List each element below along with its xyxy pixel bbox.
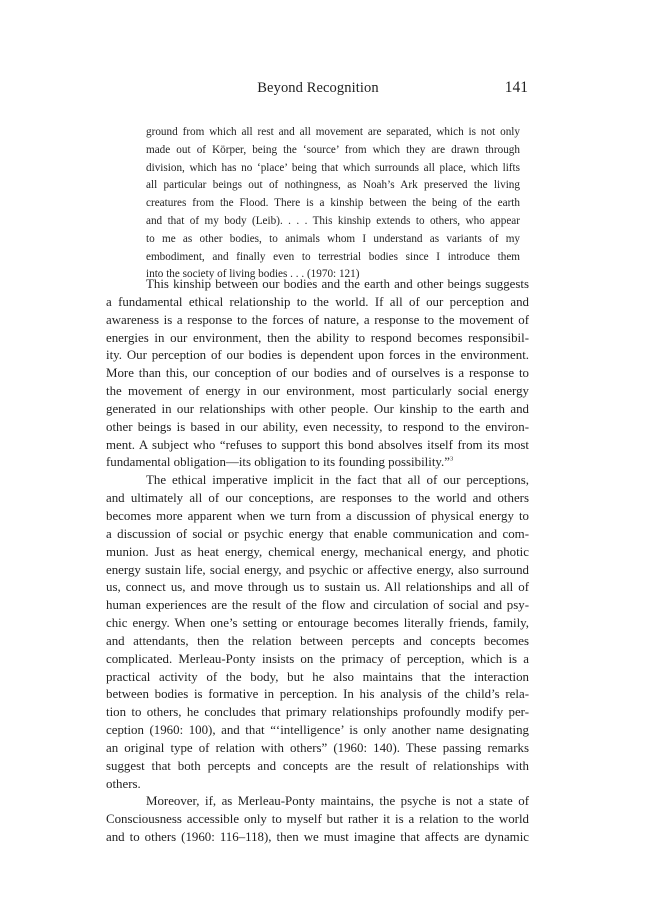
paragraph-line: suggest that both percepts and concepts are the result of relationships with xyxy=(106,758,529,773)
page-number: 141 xyxy=(504,79,528,96)
quote-line: creatures from the Flood. There is a kinship between the being of the earth xyxy=(146,197,520,210)
paragraph-line: ity. Our perception of our bodies is dependent upon forces in the environment. xyxy=(106,348,529,363)
quote-line: to me as other bodies, to animals whom I understand as variants of my xyxy=(146,232,520,245)
quote-line: embodiment, and finally even to terrestrial bodies since I introduce them xyxy=(146,250,520,263)
paragraph-line: practical activity of the body, but he also maintains that the interaction xyxy=(106,669,529,684)
quote-line: into the society of living bodies . . . (1970: 121) xyxy=(146,268,360,281)
paragraph-line: ment. A subject who “refuses to support this bond absolves itself from its most xyxy=(106,437,529,452)
paragraph-line: More than this, our conception of our bodies and of ourselves is a response to xyxy=(106,366,529,381)
paragraph-line: complicated. Merleau-Ponty insists on the primacy of perception, which is a xyxy=(106,651,529,666)
paragraph-line: munion. Just as heat energy, chemical energy, mechanical energy, and photic xyxy=(106,544,529,559)
paragraph-line: tion to others, he concludes that primary relationships profoundly modify per- xyxy=(106,705,529,720)
paragraph-line: and ultimately all of our conceptions, are responses to the world and others xyxy=(106,491,529,506)
paragraph-line: human experiences are the result of the flow and circulation of social and psy- xyxy=(106,598,529,613)
paragraph-line: between bodies is formative in perception. In his analysis of the child’s rela- xyxy=(106,687,529,702)
paragraph-line: a discussion of social or psychic energy that enable communication and com- xyxy=(106,526,529,541)
paragraph-line-text: fundamental obligation—its obligation to its founding possibility.” xyxy=(106,455,450,470)
paragraph-line: a fundamental ethical relationship to the world. If all of our perception and xyxy=(106,294,529,309)
paragraph-line: This kinship between our bodies and the earth and other beings suggests xyxy=(146,277,529,291)
paragraph-line: chic energy. When one’s setting or entourage becomes literally friends, family, xyxy=(106,616,529,631)
quote-line: made out of Körper, being the ‘source’ from which they are drawn through xyxy=(146,143,520,156)
footnote-marker[interactable]: 3 xyxy=(449,456,454,464)
paragraph-line: becomes more apparent when we turn from a discussion of physical energy to xyxy=(106,508,529,523)
running-head xyxy=(108,80,528,100)
paragraph-line: energy sustain life, social energy, and psychic or affective energy, also surround xyxy=(106,562,529,577)
paragraph-line-with-note xyxy=(106,454,529,472)
paragraph-line: The ethical imperative implicit in the fact that all of our perceptions, xyxy=(146,473,529,488)
paragraph-line: Consciousness accessible only to myself but rather it is a relation to the world xyxy=(106,812,529,827)
paragraph-line: others. xyxy=(106,776,141,791)
paragraph-line: and attendants, then the relation between percepts and concepts becomes xyxy=(106,633,529,648)
running-title: Beyond Recognition xyxy=(257,80,379,96)
paragraph-line: energies in our environment, then the ability to respond becomes responsibil- xyxy=(106,330,529,345)
paragraph-line: ception (1960: 100), and that “‘intelligence’ is only another name designating xyxy=(106,723,529,738)
paragraph-line: an original type of relation with others” (1960: 140). These passing remarks xyxy=(106,740,529,755)
quote-line: and that of my body (Leib). . . . This kinship extends to others, who appear xyxy=(146,214,520,227)
quote-line: division, which has no ‘place’ being that which surrounds all place, which lifts xyxy=(146,161,520,174)
paragraph-line: the movement of energy in our environment, most particularly social energy xyxy=(106,384,529,399)
body-text xyxy=(106,276,529,847)
paragraph-line: and to others (1960: 116–118), then we must imagine that affects are dynamic xyxy=(106,830,529,845)
quote-line: all particular beings out of nothingness, as Noah’s Ark preserved the living xyxy=(146,179,520,192)
block-quote xyxy=(146,124,520,284)
paragraph-line: other beings is based in our ability, even necessity, to respond to the environ- xyxy=(106,419,529,434)
paragraph-line: generated in our relationships with other people. Our kinship to the earth and xyxy=(106,401,529,416)
quote-line: ground from which all rest and all movement are separated, which is not only xyxy=(146,126,520,138)
paragraph-line: Moreover, if, as Merleau-Ponty maintains, the psyche is not a state of xyxy=(146,794,529,809)
paragraph-line: us, connect us, and move through us to sustain us. All relationships and all of xyxy=(106,580,529,595)
paragraph-line: awareness is a response to the forces of nature, a response to the movement of xyxy=(106,312,529,327)
